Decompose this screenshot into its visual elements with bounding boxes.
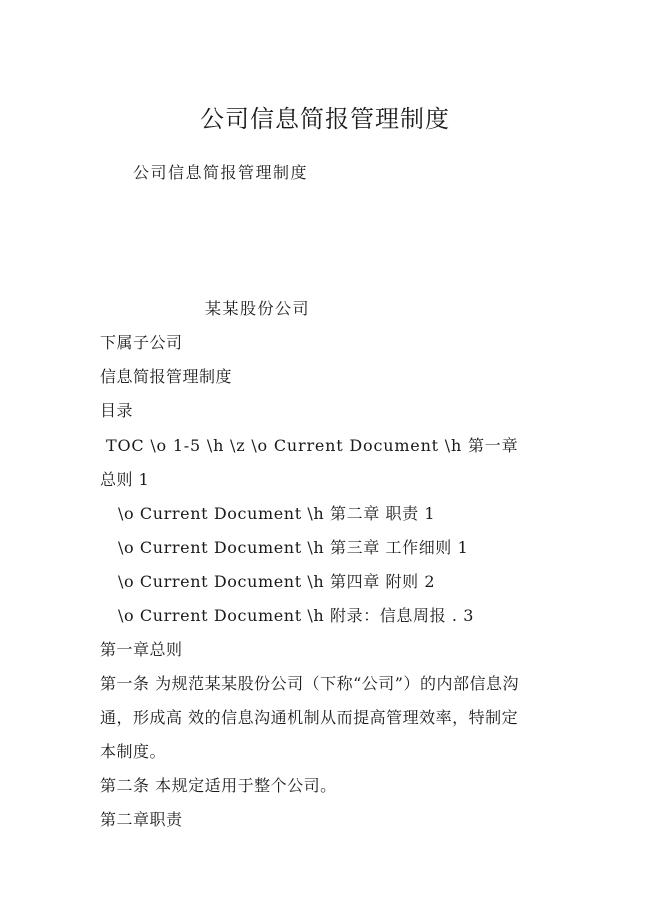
toc-line-chapter1[interactable]: TOC \o 1-5 \h \z \o Current Document \h 第一章	[106, 436, 519, 455]
toc-entry-chapter4[interactable]: \o Current Document \h 第四章 附则 2	[118, 572, 436, 591]
toc-entry-chapter2[interactable]: \o Current Document \h 第二章 职责 1	[118, 504, 436, 523]
article1-line3: 本制度。	[100, 742, 167, 761]
chapter1-heading: 第一章总则	[100, 640, 183, 659]
subsidiary-label: 下属子公司	[100, 333, 183, 352]
document-subtitle: 公司信息简报管理制度	[133, 163, 309, 182]
article1-line2: 通，形成高 效的信息沟通机制从而提高管理效率，特制定	[100, 708, 519, 727]
system-name: 信息简报管理制度	[100, 367, 233, 386]
chapter2-heading: 第二章职责	[100, 810, 183, 829]
toc-line-chapter1-cont[interactable]: 总则 1	[100, 470, 150, 489]
toc-entry-chapter3[interactable]: \o Current Document \h 第三章 工作细则 1	[118, 538, 469, 557]
document-title: 公司信息简报管理制度	[200, 105, 450, 133]
company-name: 某某股份公司	[205, 299, 311, 318]
article2: 第二条 本规定适用于整个公司。	[100, 776, 337, 795]
article1-line1: 第一条 为规范某某股份公司（下称“公司”）的内部信息沟	[100, 674, 519, 693]
toc-entry-appendix[interactable]: \o Current Document \h 附录：信息周报 . 3	[118, 606, 475, 625]
toc-heading: 目录	[100, 401, 134, 420]
